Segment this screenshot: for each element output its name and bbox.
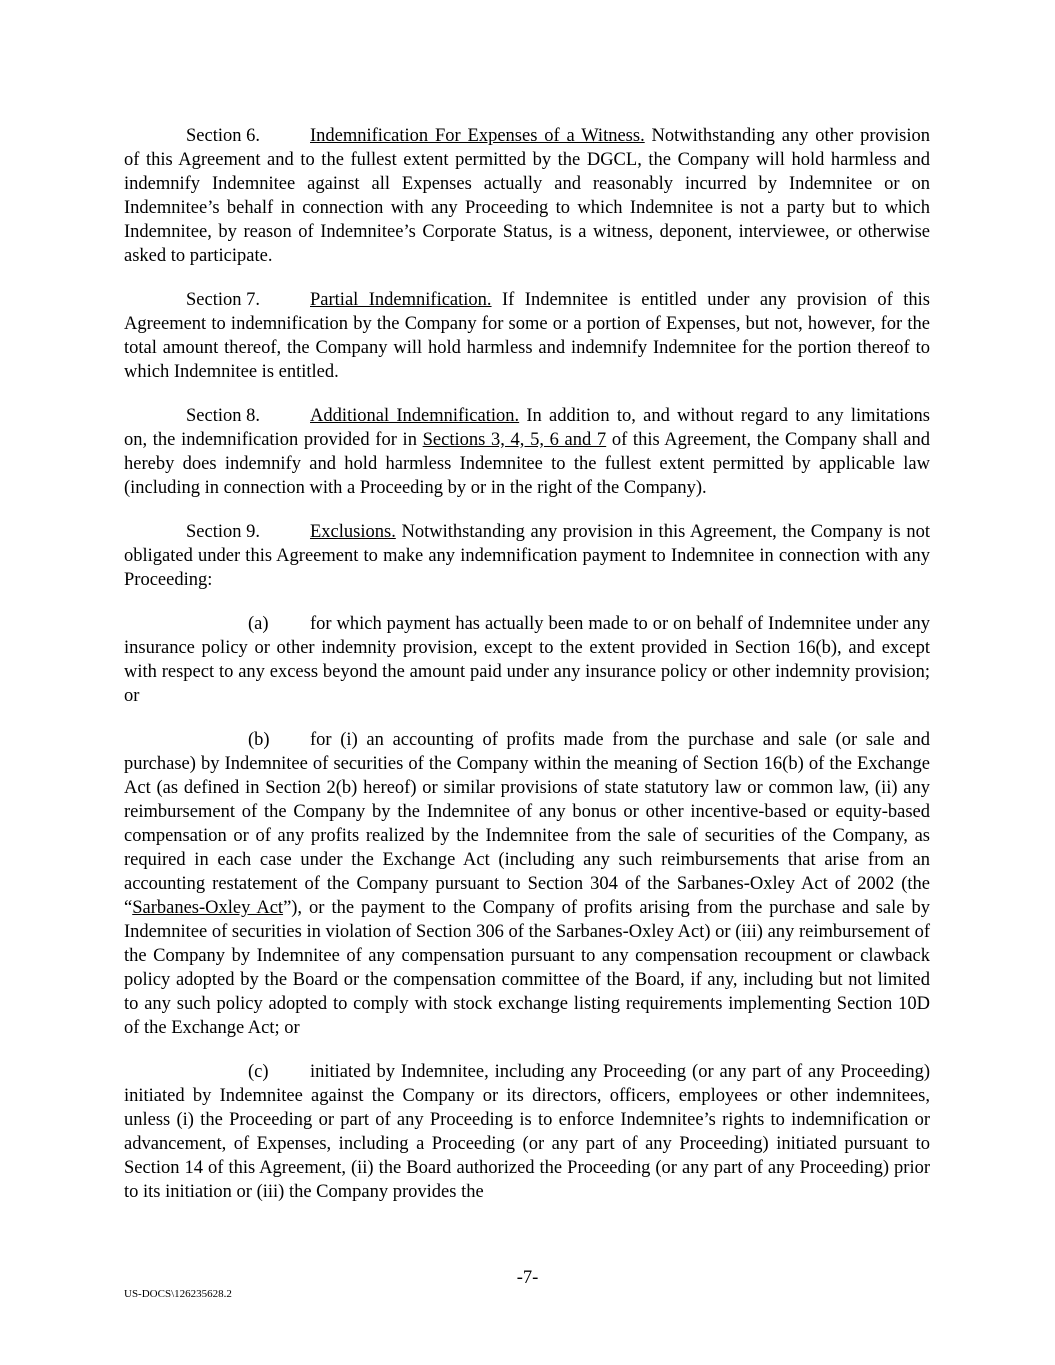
clause-a [124,612,930,708]
section-6 [124,124,930,268]
section-number: Section 7. [186,290,260,310]
section-heading: Exclusions. [310,522,396,542]
page-number: -7- [516,1268,539,1288]
document-id: US-DOCS\126235628.2 [124,1288,232,1300]
clause-b [124,728,930,1040]
clause-c [124,1060,930,1204]
section-heading: Additional Indemnification. [310,406,520,426]
document-body [124,124,930,1224]
clause-label: (b) [248,730,270,750]
section-8 [124,404,930,500]
defined-term: Sarbanes-Oxley Act [132,898,284,918]
clause-label: (c) [248,1062,269,1082]
clause-text: for (i) an accounting of profits made from the purchase and sale (or sale and purchase) by Indemnitee of securities of the Company within the meaning of Section 16(b) of the Exchange Act (as defined in Section 2(b) hereof) or similar provisions of state statutory law or common law, (ii) any reimbursement of the Company by the Indemnitee of any bonus or other incentive-based or equity-based compensation or of any profits realized by the Indemnitee from the sale of securities of the Company, as required in each case under the Exchange Act (including any such reimbursements that arise from an accounting restatement of the Company pursuant to Section 304 of the Sarbanes-Oxley Act of 2002 (the “ [124,730,930,918]
section-number: Section 8. [186,406,260,426]
clause-label: (a) [248,614,269,634]
section-7 [124,288,930,384]
section-number: Section 6. [186,126,260,146]
section-text: If Indemnitee is entitled under any provision of this Agreement to indemnification by the Company for some or a portion of Expenses, but not, however, for the total amount thereof, the Company will hold harmless and indemnify Indemnitee for the portion thereof to which Indemnitee is entitled. [124,290,930,382]
section-text: of this Agreement, the Company shall and hereby does indemnify and hold harmless Indemnitee to the fullest extent permitted by applicable law (including in connection with a Proceeding by or in the right of the Company). [124,430,930,498]
clause-text: initiated by Indemnitee, including any Proceeding (or any part of any Proceeding) initiated by Indemnitee against the Company or its directors, officers, employees or other indemnitees, unless (i) the Proceeding or part of any Proceeding is to enforce Indemnitee’s rights to indemnification or advancement, of Expenses, including a Proceeding (or any part of any Proceeding) initiated pursuant to Section 14 of this Agreement, (ii) the Board authorized the Proceeding (or any part of any Proceeding) prior to its initiation or (iii) the Company provides the [124,1062,930,1202]
section-heading: Indemnification For Expenses of a Witness. [310,126,645,146]
clause-text: ”), or the payment to the Company of profits arising from the purchase and sale by Indemnitee of securities in violation of Section 306 of the Sarbanes-Oxley Act) or (iii) any reimbursement of the Company by Indemnitee of any compensation pursuant to any compensation recoupment or clawback policy adopted by the Board or the compensation committee of the Board, if any, including but not limited to any such policy adopted to comply with stock exchange listing requirements implementing Section 10D of the Exchange Act; or [124,898,930,1038]
section-text: Notwithstanding any other provision of this Agreement and to the fullest extent permitted by the DGCL, the Company will hold harmless and indemnify Indemnitee against all Expenses actually and reasonably incurred by Indemnitee or on Indemnitee’s behalf in connection with any Proceeding to which Indemnitee is not a party but to which Indemnitee, by reason of Indemnitee’s Corporate Status, is a witness, deponent, interviewee, or otherwise asked to participate. [124,126,931,266]
section-text: In addition to, and without regard to any limitations on, the indemnification provided for in [124,406,930,450]
section-text: Notwithstanding any provision in this Agreement, the Company is not obligated under this Agreement to make any indemnification payment to Indemnitee in connection with any Proceeding: [124,522,930,590]
clause-text: for which payment has actually been made to or on behalf of Indemnitee under any insurance policy or other indemnity provision, except to the extent provided in Section 16(b), and except with respect to any excess beyond the amount paid under any insurance policy or other indemnity provision; or [124,614,930,706]
section-cross-reference: Sections 3, 4, 5, 6 and 7 [422,430,607,450]
section-number: Section 9. [186,522,260,542]
section-heading: Partial Indemnification. [310,290,492,310]
section-9 [124,520,930,592]
